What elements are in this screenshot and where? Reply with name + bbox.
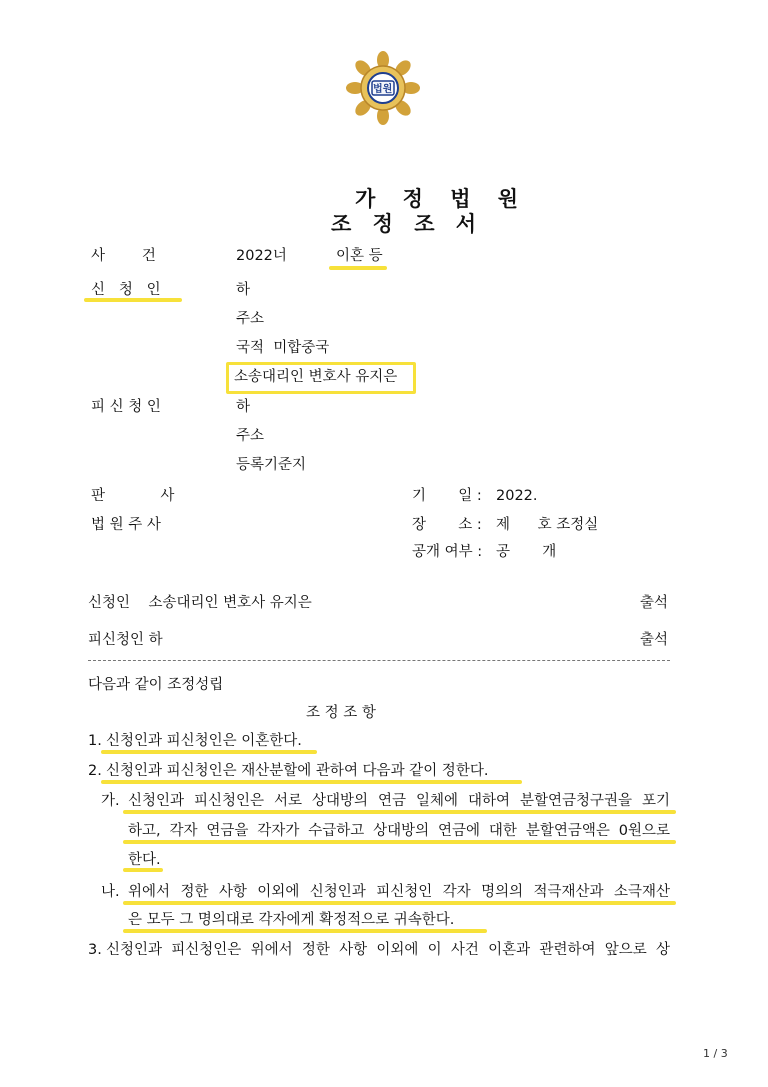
clause-1-number: 1. — [88, 733, 102, 749]
document-title: 조 정 조 서 — [331, 212, 484, 236]
clause-2b-line-1-highlight — [123, 901, 676, 905]
attendance-applicant-status: 출석 — [640, 595, 669, 611]
clause-2a-line-2: 하고, 각자 연금을 각자가 수급하고 상대방의 연금에 대한 분할연금액은 0원으로 — [128, 823, 670, 839]
clause-3-number: 3. — [88, 942, 102, 958]
respondent-address: 주소 — [236, 428, 265, 444]
public-label: 공개 여부 : — [412, 544, 483, 560]
case-name-highlight — [329, 266, 387, 270]
clause-2a-line-1: 신청인과 피신청인은 서로 상대방의 연금 일체에 대하여 분할연금청구권을 포기 — [128, 793, 670, 809]
attendance-applicant: 신청인 소송대리인 변호사 유지은 — [88, 595, 312, 611]
applicant-label: 신 청 인 — [91, 282, 161, 298]
clause-2b-number: 나. — [101, 884, 120, 900]
applicant-attorney: 소송대리인 변호사 유지은 — [234, 369, 398, 385]
clause-2: 신청인과 피신청인은 재산분할에 관하여 다음과 같이 정한다. — [106, 763, 489, 779]
case-name: 이혼 등 — [336, 248, 383, 264]
applicant-nationality: 국적 미합중국 — [236, 340, 330, 356]
clause-2-highlight — [101, 780, 522, 784]
public-value: 공 개 — [496, 544, 557, 560]
page-number: 1 / 3 — [703, 1047, 728, 1060]
clauses-title: 조 정 조 항 — [306, 705, 376, 721]
clause-2a-line-3-highlight — [123, 868, 163, 872]
court-name: 가 정 법 원 — [355, 187, 529, 211]
date-label: 기 일 : — [412, 488, 482, 504]
place-label: 장 소 : — [412, 517, 482, 533]
clerk-label: 법 원 주 사 — [91, 517, 161, 533]
clause-3: 신청인과 피신청인은 위에서 정한 사항 이외에 이 사건 이혼과 관련하여 앞으로 상 — [106, 942, 670, 958]
attendance-respondent-status: 출석 — [640, 632, 669, 648]
respondent-registration: 등록기준지 — [236, 457, 307, 473]
clause-2b-line-1: 위에서 정한 사항 이외에 신청인과 피신청인 각자 명의의 적극재산과 소극재산 — [128, 884, 670, 900]
attendance-respondent: 피신청인 하 — [88, 632, 163, 648]
applicant-address: 주소 — [236, 311, 265, 327]
applicant-name: 하 — [236, 282, 251, 298]
case-number: 2022너 — [236, 248, 287, 264]
clause-2a-line-1-highlight — [123, 810, 676, 814]
date-value: 2022. — [496, 488, 538, 504]
judge-label: 판 사 — [91, 488, 175, 504]
mediation-intro: 다음과 같이 조정성립 — [88, 677, 224, 693]
place-value: 제 호 조정실 — [496, 517, 599, 533]
clause-2b-line-2-highlight — [123, 929, 487, 933]
court-seal-emblem — [345, 50, 421, 126]
clause-1-highlight — [101, 750, 317, 754]
clause-2-number: 2. — [88, 763, 102, 779]
seal-label: 법원 — [373, 84, 393, 95]
respondent-label: 피 신 청 인 — [91, 399, 161, 415]
clause-2a-number: 가. — [101, 793, 120, 809]
respondent-name: 하 — [236, 399, 251, 415]
clause-2a-line-2-highlight — [123, 840, 676, 844]
clause-2b-line-2: 은 모두 그 명의대로 각자에게 확정적으로 귀속한다. — [128, 912, 455, 928]
applicant-label-highlight — [84, 298, 182, 302]
divider-dashed — [88, 660, 670, 661]
clause-2a-line-3: 한다. — [128, 852, 161, 868]
case-label: 사 건 — [91, 248, 156, 264]
clause-1: 신청인과 피신청인은 이혼한다. — [106, 733, 302, 749]
